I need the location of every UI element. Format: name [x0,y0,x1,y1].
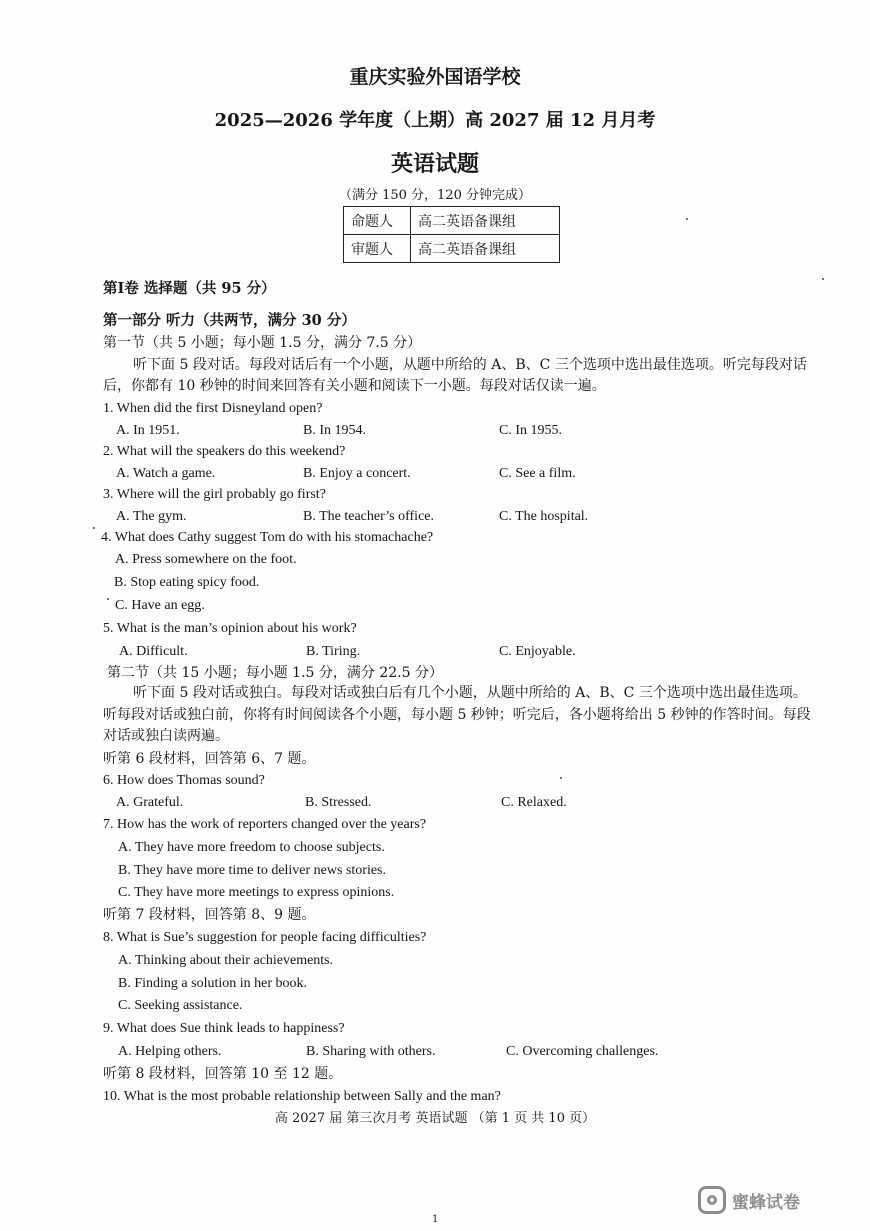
scan-speck [560,777,562,779]
option-a: A. Helping others. [118,1044,222,1059]
credits-table [343,206,560,263]
watermark-text: 蜜蜂试卷 [732,1192,800,1213]
option-b: B. In 1954. [303,423,366,438]
scan-speck [107,598,109,600]
scan-speck [822,278,824,280]
option-c: C. Enjoyable. [499,644,576,659]
option-b: B. The teacher’s office. [303,509,435,524]
scan-speck [686,218,688,220]
option-c: C. Relaxed. [501,795,567,810]
option-b: B. Sharing with others. [306,1044,436,1059]
exam-meta: （满分 150 分，120 分钟完成） [338,188,532,203]
exam-title-school: 重庆实验外国语学校 [349,66,521,88]
option-c: C. In 1955. [499,423,562,438]
scan-speck [93,527,95,529]
option-c: C. See a film. [499,466,576,481]
option-b: B. Finding a solution in her book. [118,976,307,991]
section1-instructions: 听下面 5 段对话。每段对话后有一个小题，从题中所给的 A、B、C 三个选项中选出最佳选项。听完每段对话 [133,357,807,373]
credits-row [344,235,560,263]
question-stem: 8. What is Sue’s suggestion for people facing difficulties? [103,930,427,945]
question-stem: 7. How has the work of reporters changed over the years? [103,817,427,832]
exam-title-term: 2025—2026 学年度（上期）高 2027 届 12 月月考 [214,110,656,131]
credits-row [344,207,560,235]
question-stem: 9. What does Sue think leads to happiness? [103,1021,345,1036]
option-b: B. Stressed. [305,795,372,810]
option-a: A. They have more freedom to choose subjects. [118,840,385,855]
section2-instructions: 听每段对话或独白前，你将有时间阅读各个小题，每小题 5 秒钟；听完后，各小题将给出 5 秒钟的作答时间。每段 [103,707,811,723]
section2-heading: 第二节（共 15 小题；每小题 1.5 分，满分 22.5 分） [107,665,443,681]
question-stem: 4. What does Cathy suggest Tom do with his stomachache? [101,530,434,545]
part1-heading: 第一部分 听力（共两节，满分 30 分） [103,312,356,329]
question-stem: 10. What is the most probable relationship between Sally and the man? [103,1089,501,1104]
credits-value: 高二英语备课组 [411,235,560,263]
section2-instructions: 听下面 5 段对话或独白。每段对话或独白后有几个小题，从题中所给的 A、B、C 三个选项中选出最佳选项。 [133,685,807,701]
material-heading: 听第 7 段材料，回答第 8、9 题。 [103,907,316,923]
question-stem: 1. When did the first Disneyland open? [103,401,323,416]
material-heading: 听第 8 段材料，回答第 10 至 12 题。 [103,1066,343,1082]
option-b: B. Enjoy a concert. [303,466,411,481]
page-footer: 高 2027 届 第三次月考 英语试题 （第 1 页 共 10 页） [274,1111,596,1126]
option-c: C. They have more meetings to express opinions. [118,885,395,900]
option-b: B. They have more time to deliver news stories. [118,863,387,878]
option-a: A. In 1951. [116,423,180,438]
option-a: A. The gym. [116,509,187,524]
option-a: A. Difficult. [119,644,188,659]
section1-instructions: 后，你都有 10 秒钟的时间来回答有关小题和阅读下一小题。每段对话仅读一遍。 [103,378,606,394]
credits-label: 审题人 [344,235,411,263]
material-heading: 听第 6 段材料，回答第 6、7 题。 [103,751,316,767]
volume-heading: 第Ⅰ卷 选择题（共 95 分） [103,280,276,297]
bee-exam-logo-icon [698,1186,726,1214]
question-stem: 6. How does Thomas sound? [103,773,265,788]
option-c: C. The hospital. [499,509,589,524]
question-stem: 2. What will the speakers do this weekend? [103,444,346,459]
option-a: A. Thinking about their achievements. [118,953,334,968]
section1-heading: 第一节（共 5 小题；每小题 1.5 分，满分 7.5 分） [103,335,422,351]
section2-instructions: 对话或独白读两遍。 [103,728,229,744]
option-a: A. Grateful. [116,795,184,810]
question-stem: 5. What is the man’s opinion about his work? [103,621,357,636]
option-a: A. Press somewhere on the foot. [115,552,297,567]
credits-label: 命题人 [344,207,411,235]
question-stem: 3. Where will the girl probably go first? [103,487,326,502]
option-a: A. Watch a game. [116,466,216,481]
option-b: B. Stop eating spicy food. [114,575,260,590]
watermark [698,1186,800,1214]
exam-title-subject: 英语试题 [390,151,479,177]
option-c: C. Seeking assistance. [118,998,243,1013]
option-b: B. Tiring. [306,644,361,659]
credits-value: 高二英语备课组 [411,207,560,235]
option-c: C. Overcoming challenges. [506,1044,659,1059]
page-mark: 1 [432,1214,439,1225]
option-c: C. Have an egg. [115,598,205,613]
